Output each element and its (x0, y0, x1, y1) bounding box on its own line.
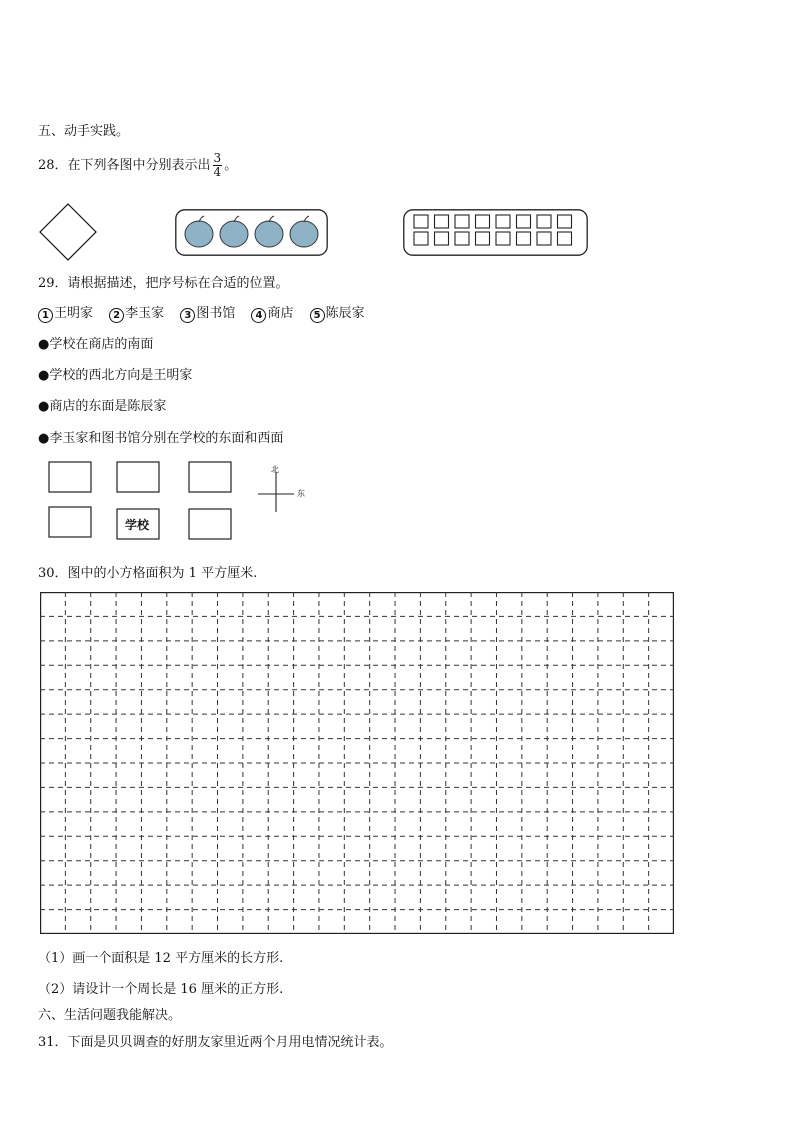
fraction-three-quarters: $\frac{3}{4}$ (213, 151, 222, 179)
legend-item-shop: 4 商店 (251, 306, 293, 321)
legend-item-wang: 1 王明家 (38, 306, 93, 321)
map-box-top-center[interactable] (117, 462, 159, 492)
diamond-shape (38, 203, 98, 261)
small-square[interactable] (476, 215, 490, 228)
small-square[interactable] (496, 215, 510, 228)
question-28-prefix: 28．在下列各图中分别表示出 (38, 158, 211, 173)
small-square[interactable] (517, 215, 531, 228)
small-square[interactable] (496, 232, 510, 245)
clue-2: ●学校的西北方向是王明家 (38, 368, 193, 383)
school-label: 学校 (125, 518, 150, 532)
square-grid-box (403, 209, 588, 256)
small-square[interactable] (517, 232, 531, 245)
small-square[interactable] (435, 232, 449, 245)
clue-1: ●学校在商店的南面 (38, 337, 154, 352)
section-title-5: 五、动手实践。 (38, 124, 130, 139)
legend-item-li: 2 李玉家 (109, 306, 164, 321)
compass-north-label: 北 (271, 465, 279, 474)
question-29-title: 29．请根据描述，把序号标在合适的位置。 (38, 276, 289, 291)
legend-item-chen: 5 陈辰家 (310, 306, 365, 321)
section-title-6: 六、生活问题我能解决。 (38, 1008, 182, 1023)
clue-3: ●商店的东面是陈辰家 (38, 399, 167, 414)
clue-4: ●李玉家和图书馆分别在学校的东面和西面 (38, 431, 284, 446)
small-square[interactable] (455, 215, 469, 228)
small-square[interactable] (435, 215, 449, 228)
map-box-bottom-left[interactable] (49, 507, 91, 537)
dashed-square-grid[interactable] (40, 592, 674, 934)
question-30-title: 30．图中的小方格面积为 1 平方厘米. (38, 566, 258, 581)
apple-group-box (175, 209, 328, 256)
small-square[interactable] (455, 232, 469, 245)
small-square[interactable] (537, 232, 551, 245)
small-square[interactable] (558, 215, 572, 228)
map-box-top-right[interactable] (189, 462, 231, 492)
small-square[interactable] (414, 215, 428, 228)
map-box-top-left[interactable] (49, 462, 91, 492)
compass-east-label: 东 (297, 489, 305, 498)
small-square[interactable] (537, 215, 551, 228)
map-box-bottom-right[interactable] (189, 509, 231, 539)
question-30-part-1: （1）画一个面积是 12 平方厘米的长方形. (38, 951, 284, 966)
question-28: 28．在下列各图中分别表示出 $\frac{3}{4}$ 。 (38, 151, 238, 179)
question-30-part-2: （2）请设计一个周长是 16 厘米的正方形. (38, 982, 284, 997)
small-square[interactable] (414, 232, 428, 245)
small-square[interactable] (558, 232, 572, 245)
place-legend (38, 302, 377, 323)
question-31-title: 31．下面是贝贝调查的好朋友家里近两个月用电情况统计表。 (38, 1035, 393, 1050)
legend-item-library: 3 图书馆 (180, 306, 235, 321)
small-square[interactable] (476, 232, 490, 245)
